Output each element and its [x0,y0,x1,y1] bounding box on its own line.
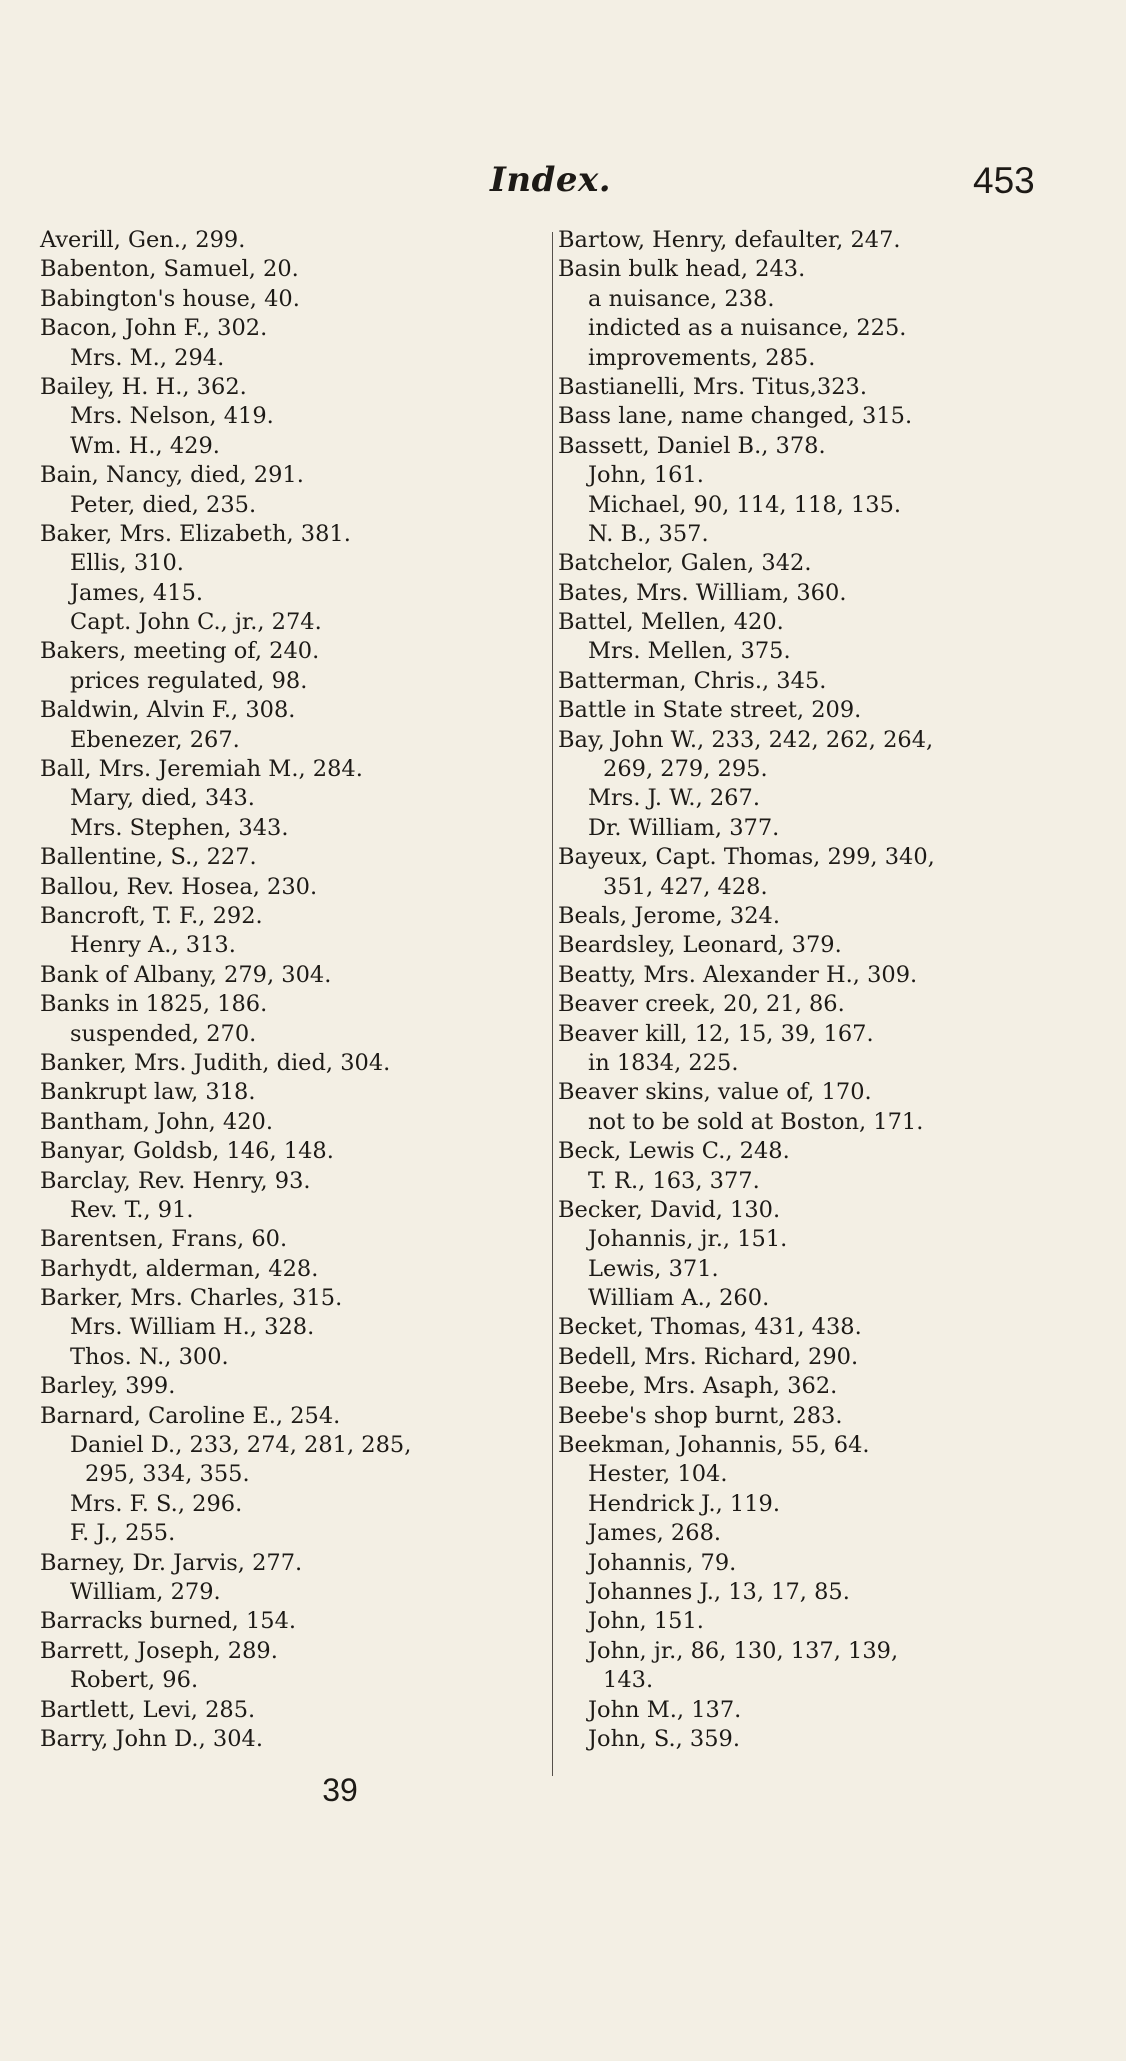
index-entry: Beekman, Johannis, 55, 64. [558,1432,870,1459]
index-entry: prices regulated, 98. [70,667,308,694]
index-entry: Baker, Mrs. Elizabeth, 381. [40,520,351,547]
index-entry: Barney, Dr. Jarvis, 277. [40,1549,303,1576]
index-entry: Beatty, Mrs. Alexander H., 309. [558,961,918,988]
index-entry: F. J., 255. [70,1520,176,1547]
index-entry: Bacon, John F., 302. [40,315,268,342]
index-entry: Peter, died, 235. [70,491,257,518]
index-entry: Michael, 90, 114, 118, 135. [588,491,902,518]
index-entry: Beardsley, Leonard, 379. [558,932,842,959]
index-entry: Mrs. Mellen, 375. [588,638,791,665]
page-header [0,160,1126,204]
index-entry: Bayeux, Capt. Thomas, 299, 340, [558,844,935,871]
index-entry: Ellis, 310. [70,550,184,577]
index-entry: suspended, 270. [70,1020,257,1047]
index-entry: Bass lane, name changed, 315. [558,403,913,430]
column-divider [552,232,553,1776]
index-entry: Bakers, meeting of, 240. [40,638,320,665]
index-entry: Beaver skins, value of, 170. [558,1079,872,1106]
index-entry: Battle in State street, 209. [558,697,862,724]
index-entry: Mrs. William H., 328. [70,1314,315,1341]
index-entry: Mrs. J. W., 267. [588,785,760,812]
index-entry: a nuisance, 238. [588,285,775,312]
index-column-left [40,226,560,1754]
index-entry: N. B., 357. [588,520,709,547]
index-entry: Lewis, 371. [588,1255,719,1282]
index-entry: Robert, 96. [70,1667,199,1694]
index-entry: 295, 334, 355. [85,1461,250,1488]
index-entry: in 1834, 225. [588,1049,739,1076]
index-entry: Bastianelli, Mrs. Titus,323. [558,373,868,400]
index-entry: Barley, 399. [40,1373,176,1400]
index-entry: Bartlett, Levi, 285. [40,1696,256,1723]
index-entry: improvements, 285. [588,344,816,371]
index-entry: Bailey, H. H., 362. [40,373,247,400]
index-entry: Banks in 1825, 186. [40,991,268,1018]
index-column-right [558,226,1098,1754]
signature-mark: 39 [322,1772,358,1808]
index-entry: Bank of Albany, 279, 304. [40,961,332,988]
index-entry: Bartow, Henry, defaulter, 247. [558,227,901,253]
index-entry: John, 151. [588,1608,704,1635]
index-entry: Wm. H., 429. [70,432,220,459]
index-entry: Beebe's shop burnt, 283. [558,1402,843,1429]
index-entry: Hester, 104. [588,1461,728,1488]
index-entry: Bancroft, T. F., 292. [40,902,263,929]
index-entry: John M., 137. [588,1696,742,1723]
index-entry: Bain, Nancy, died, 291. [40,462,304,489]
index-entry: Hendrick J., 119. [588,1490,780,1517]
index-entry: Babenton, Samuel, 20. [40,256,299,283]
index-entry: James, 415. [70,579,204,606]
index-entry: Mrs. M., 294. [70,344,225,371]
index-entry: Henry A., 313. [70,932,236,959]
index-entry: 143. [603,1667,654,1694]
index-entry: Barnard, Caroline E., 254. [40,1402,341,1429]
index-entry: not to be sold at Boston, 171. [588,1108,924,1135]
index-entry: Barry, John D., 304. [40,1725,263,1752]
index-entry: Thos. N., 300. [70,1343,229,1370]
index-entry: Ballou, Rev. Hosea, 230. [40,873,318,900]
index-entry: Barker, Mrs. Charles, 315. [40,1285,343,1312]
index-entry: Beaver creek, 20, 21, 86. [558,991,845,1018]
page-number: 453 [973,160,1035,201]
index-entry: Becker, David, 130. [558,1196,781,1223]
index-entry: Barentsen, Frans, 60. [40,1226,288,1253]
index-entry: Ebenezer, 267. [70,726,240,753]
index-entry: Baldwin, Alvin F., 308. [40,697,296,724]
index-entry: John, S., 359. [588,1725,741,1752]
index-entry: 269, 279, 295. [603,756,768,783]
index-entry: Batterman, Chris., 345. [558,667,827,694]
index-entry: Barrett, Joseph, 289. [40,1637,278,1664]
index-entry: James, 268. [588,1520,722,1547]
index-entry: Beck, Lewis C., 248. [558,1138,790,1165]
index-entry: Daniel D., 233, 274, 281, 285, [70,1432,412,1459]
index-entry: Bankrupt law, 318. [40,1079,256,1106]
index-entry: John, 161. [588,462,704,489]
index-entry: Bassett, Daniel B., 378. [558,432,826,459]
index-entry: Basin bulk head, 243. [558,256,806,283]
index-entry: Johannis, 79. [588,1549,737,1576]
index-entry: Banker, Mrs. Judith, died, 304. [40,1049,391,1076]
index-entry: 351, 427, 428. [603,873,768,900]
index-entry: Bantham, John, 420. [40,1108,273,1135]
index-entry: John, jr., 86, 130, 137, 139, [588,1637,899,1664]
index-entry: Beals, Jerome, 324. [558,902,781,929]
index-entry: Mary, died, 343. [70,785,255,812]
page-title: Index. [490,160,612,200]
index-entry: Barracks burned, 154. [40,1608,297,1635]
index-entry: William A., 260. [588,1285,770,1312]
index-entry: William, 279. [70,1578,221,1605]
index-entry: Mrs. Nelson, 419. [70,403,274,430]
index-entry: T. R., 163, 377. [588,1167,760,1194]
index-entry: Bay, John W., 233, 242, 262, 264, [558,726,934,753]
index-entry: Barclay, Rev. Henry, 93. [40,1167,311,1194]
index-entry: Mrs. F. S., 296. [70,1490,243,1517]
index-entry: Averill, Gen., 299. [40,227,246,253]
index-entry: Barhydt, alderman, 428. [40,1255,319,1282]
index-entry: Rev. T., 91. [70,1196,194,1223]
index-entry: Ballentine, S., 227. [40,844,257,871]
index-entry: Bedell, Mrs. Richard, 290. [558,1343,859,1370]
index-entry: Dr. William, 377. [588,814,780,841]
index-entry: indicted as a nuisance, 225. [588,315,907,342]
index-entry: Beebe, Mrs. Asaph, 362. [558,1373,838,1400]
index-entry: Bates, Mrs. William, 360. [558,579,847,606]
index-entry: Batchelor, Galen, 342. [558,550,812,577]
index-entry: Babington's house, 40. [40,285,300,312]
index-entry: Johannes J., 13, 17, 85. [588,1578,850,1605]
index-entry: Ball, Mrs. Jeremiah M., 284. [40,756,363,783]
index-entry: Johannis, jr., 151. [588,1226,788,1253]
index-entry: Beaver kill, 12, 15, 39, 167. [558,1020,874,1047]
index-entry: Becket, Thomas, 431, 438. [558,1314,862,1341]
index-entry: Battel, Mellen, 420. [558,609,784,636]
index-entry: Mrs. Stephen, 343. [70,814,289,841]
index-entry: Banyar, Goldsb, 146, 148. [40,1138,334,1165]
index-entry: Capt. John C., jr., 274. [70,609,322,636]
